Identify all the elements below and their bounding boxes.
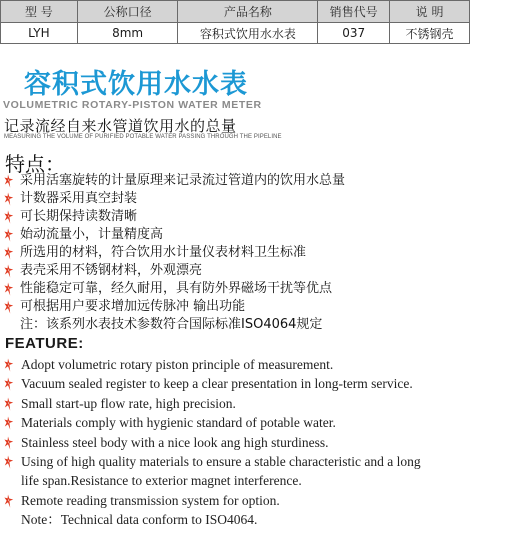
- spec-header-diameter: 公称口径: [77, 1, 178, 23]
- feature-text-en: Remote reading transmission system for option.: [21, 492, 280, 508]
- feature-text-en: Adopt volumetric rotary piston principle of measurement.: [21, 357, 334, 372]
- feature-item-cn: [4, 172, 345, 190]
- spec-header-product-name: 产品名称: [178, 1, 318, 23]
- feature-item-en: [4, 433, 421, 452]
- feature-item-cn: [4, 298, 345, 316]
- red-sparkle-bullet-icon: [4, 358, 14, 372]
- spec-header-model: 型 号: [1, 1, 78, 23]
- feature-item-cn: [4, 244, 345, 262]
- red-sparkle-bullet-icon: [4, 282, 14, 296]
- red-sparkle-bullet-icon: [4, 174, 14, 188]
- feature-item-cn: [4, 208, 345, 226]
- feature-item-cn: [4, 262, 345, 280]
- feature-item-cn: [4, 190, 345, 208]
- features-list-cn: [4, 172, 345, 334]
- red-sparkle-bullet-icon: [4, 210, 14, 224]
- feature-text-en: Vacuum sealed register to keep a clear presentation in long-term service.: [21, 376, 413, 392]
- feature-text-cn: 可根据用户要求增加远传脉冲 输出功能: [20, 299, 246, 314]
- feature-item-en: [4, 452, 421, 471]
- feature-text-cn: 可长期保持读数清晰: [20, 209, 138, 224]
- spec-header-description: 说 明: [390, 1, 470, 23]
- feature-item-en: [4, 413, 421, 432]
- features-heading-cn: 特点：: [5, 152, 65, 176]
- red-sparkle-bullet-icon: [4, 494, 14, 508]
- feature-text-en: Materials comply with hygienic standard of potable water.: [21, 415, 336, 431]
- product-title-cn: 容积式饮用水水表: [24, 69, 248, 100]
- feature-item-cn: [4, 226, 345, 244]
- spec-table-row: [1, 23, 470, 44]
- feature-text-en: Small start-up flow rate, high precision.: [21, 395, 236, 411]
- feature-text-en: Stainless steel body with a nice look ang high sturdiness.: [21, 434, 329, 450]
- red-sparkle-bullet-icon: [4, 246, 14, 260]
- features-heading-en: FEATURE:: [5, 335, 84, 352]
- spec-table-header-row: [1, 1, 470, 23]
- features-list-en: [4, 355, 421, 530]
- feature-text-cn: 表壳采用不锈钢材料，外观漂亮: [20, 263, 203, 278]
- feature-text-cn: 所选用的材料，符合饮用水计量仪表材料卫生标准: [20, 245, 307, 260]
- spec-value-sales-code: 037: [318, 23, 390, 44]
- red-sparkle-bullet-icon: [4, 416, 14, 430]
- red-sparkle-bullet-icon: [4, 436, 14, 450]
- spec-value-product-name: 容积式饮用水水表: [178, 23, 318, 44]
- feature-text-en: Using of high quality materials to ensure a stable characteristic and a long: [21, 454, 421, 470]
- feature-text-en: life span.Resistance to exterior magnet interference.: [21, 473, 302, 489]
- red-sparkle-bullet-icon: [4, 397, 14, 411]
- red-sparkle-bullet-icon: [4, 228, 14, 242]
- spec-value-model: LYH: [1, 23, 78, 44]
- spec-value-diameter: 8mm: [77, 23, 178, 44]
- red-sparkle-bullet-icon: [4, 264, 14, 278]
- standards-note-en: [4, 510, 421, 529]
- red-sparkle-bullet-icon: [4, 300, 14, 314]
- product-subtitle-en: MEASURING THE VOLUME OF PURIFIED POTABLE WATER PASSING THROUGH THE PIPELINE: [4, 134, 282, 140]
- spec-value-description: 不锈钢壳: [390, 23, 470, 44]
- feature-item-en: [4, 374, 421, 393]
- red-sparkle-bullet-icon: [4, 377, 14, 391]
- feature-text-cn: 始动流量小，计量精度高: [20, 227, 164, 242]
- feature-item-en: [4, 355, 421, 374]
- feature-item-en-continuation: [4, 471, 421, 490]
- feature-text-cn: 采用活塞旋转的计量原理来记录流过管道内的饮用水总量: [20, 173, 346, 188]
- feature-text-cn: 计数器采用真空封装: [20, 191, 138, 206]
- product-title-en: VOLUMETRIC ROTARY-PISTON WATER METER: [3, 99, 262, 111]
- standards-note-cn: [4, 316, 345, 334]
- spec-header-sales-code: 销售代号: [318, 1, 390, 23]
- standards-note-cn-text: 注：该系列水表技术参数符合国际标准ISO4064规定: [20, 317, 323, 332]
- red-sparkle-bullet-icon: [4, 192, 14, 206]
- spec-table: [0, 0, 470, 44]
- feature-text-cn: 性能稳定可靠，经久耐用，具有防外界磁场干扰等优点: [20, 281, 333, 296]
- red-sparkle-bullet-icon: [4, 455, 14, 469]
- feature-item-en: [4, 394, 421, 413]
- feature-item-en: [4, 491, 421, 510]
- product-subtitle-cn: 记录流经自来水管道饮用水的总量: [4, 117, 237, 135]
- standards-note-en-text: Note：Technical data conform to ISO4064.: [21, 512, 258, 528]
- feature-item-cn: [4, 280, 345, 298]
